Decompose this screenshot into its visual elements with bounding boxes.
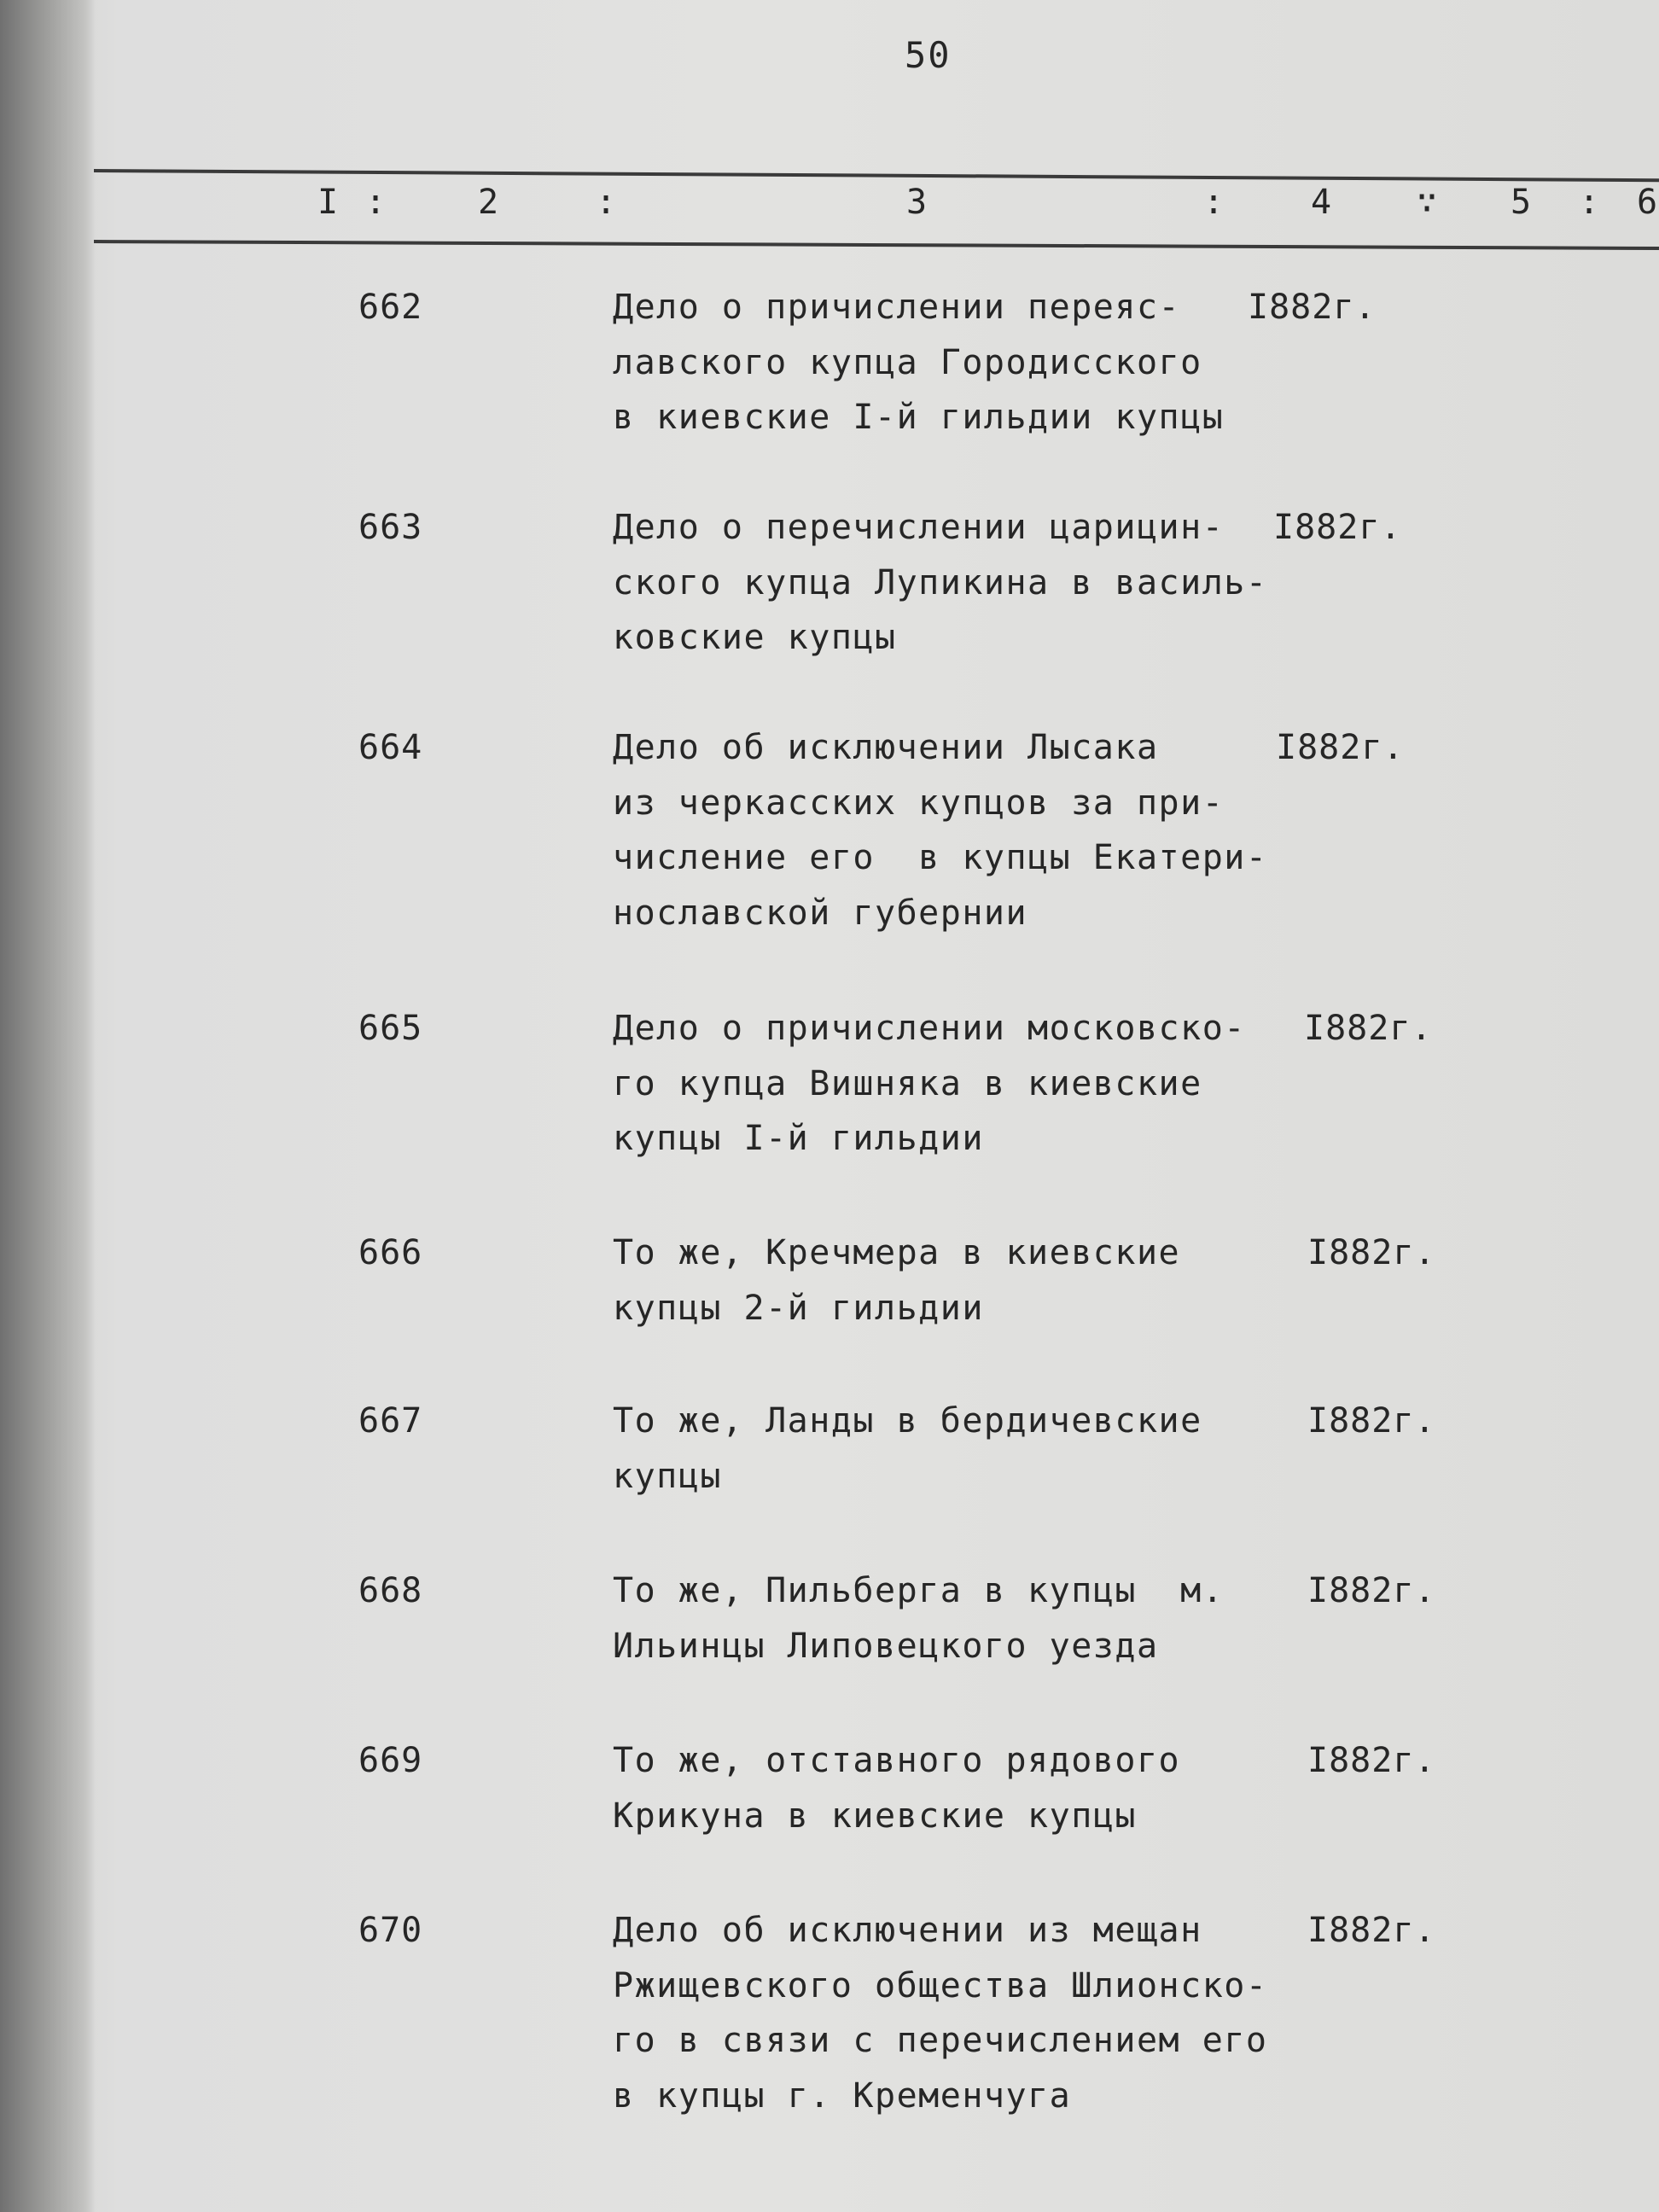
entry-line: из черкасских купцов за при- — [613, 783, 1225, 823]
entry-description — [613, 720, 1321, 940]
entry-year: I882г. — [1248, 288, 1377, 327]
header-top-rule — [94, 169, 1659, 182]
header-col-3: 3 — [906, 183, 928, 222]
entry-line: То же, Кречмера в киевские — [613, 1233, 1181, 1272]
entry-number: 668 — [358, 1571, 423, 1610]
entry-description — [613, 1563, 1321, 1674]
entry-line: в киевские I-й гильдии купцы — [613, 398, 1225, 437]
entry-line: ского купца Лупикина в василь- — [613, 562, 1268, 602]
entry-description — [613, 1733, 1321, 1843]
entry-line: То же, отставного рядового — [613, 1741, 1181, 1780]
entry-line: Дело о перечислении царицин- — [613, 508, 1225, 547]
entry-description — [613, 1225, 1321, 1336]
entry-line: Дело об исключении Лысака — [613, 728, 1159, 767]
entry-description — [613, 500, 1321, 666]
entry-line: купцы — [613, 1456, 722, 1496]
header-separator: : — [1203, 183, 1225, 222]
header-separator: : — [365, 183, 387, 222]
header-col-1: I — [317, 183, 339, 222]
entry-description — [613, 1001, 1321, 1167]
entry-line: Ржищевского общества Шлионско- — [613, 1965, 1268, 2005]
entry-line: нославской губернии — [613, 893, 1028, 933]
page-number: 50 — [905, 34, 952, 76]
entry-number: 663 — [358, 508, 423, 547]
entry-line: Дело об исключении из мещан — [613, 1911, 1202, 1950]
entry-number: 666 — [358, 1233, 423, 1272]
header-col-4: 4 — [1311, 183, 1332, 222]
entry-line: Дело о причислении переяс- — [613, 288, 1181, 327]
entry-line: ковские купцы — [613, 618, 897, 657]
entry-year: I882г. — [1307, 1401, 1436, 1441]
header-bottom-rule — [94, 240, 1659, 250]
entry-line: го в связи с перечислением его — [613, 2021, 1268, 2060]
header-separator: : — [596, 183, 617, 222]
header-col-5: 5 — [1511, 183, 1532, 222]
entry-description — [613, 1394, 1321, 1504]
entry-year: I882г. — [1307, 1911, 1436, 1950]
entry-number: 662 — [358, 288, 423, 327]
entry-year: I882г. — [1307, 1233, 1436, 1272]
entry-number: 667 — [358, 1401, 423, 1441]
entry-line: го купца Вишняка в киевские — [613, 1063, 1202, 1103]
entry-year: I882г. — [1307, 1571, 1436, 1610]
entry-description — [613, 280, 1321, 445]
header-separator: ∵ — [1417, 183, 1438, 222]
entry-number: 664 — [358, 728, 423, 767]
entry-description — [613, 1903, 1321, 2123]
entry-line: То же, Пильберга в купцы м. — [613, 1571, 1225, 1610]
entry-year: I882г. — [1304, 1009, 1433, 1048]
entry-line: Ильинцы Липовецкого уезда — [613, 1626, 1159, 1666]
entry-number: 669 — [358, 1741, 423, 1780]
entry-year: I882г. — [1307, 1741, 1436, 1780]
entry-line: Дело о причислении московско- — [613, 1009, 1246, 1048]
header-col-2: 2 — [478, 183, 499, 222]
entry-line: Крикуна в киевские купцы — [613, 1796, 1137, 1836]
entry-line: числение его в купцы Екатери- — [613, 838, 1268, 877]
entry-year: I882г. — [1276, 728, 1405, 767]
entry-number: 665 — [358, 1009, 423, 1048]
entry-number: 670 — [358, 1911, 423, 1950]
header-col-6: 6 — [1637, 183, 1658, 222]
entry-line: лавского купца Городисского — [613, 342, 1202, 382]
book-binding-shadow — [0, 0, 96, 2212]
entry-year: I882г. — [1273, 508, 1402, 547]
header-separator: : — [1579, 183, 1600, 222]
entry-line: купцы I-й гильдии — [613, 1119, 984, 1158]
entry-line: в купцы г. Кременчуга — [613, 2075, 1072, 2116]
entry-line: купцы 2-й гильдии — [613, 1288, 984, 1328]
entry-line: То же, Ланды в бердичевские — [613, 1401, 1202, 1441]
